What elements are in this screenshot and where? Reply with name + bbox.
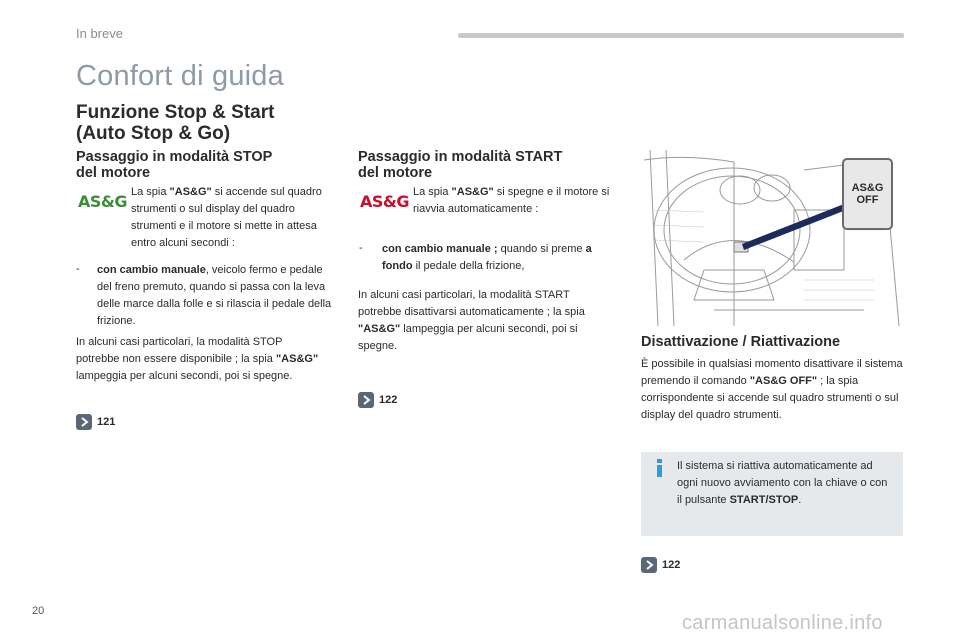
info-icon	[656, 459, 663, 477]
section-label: In breve	[76, 26, 123, 41]
stop-intro-suffix: si accende sul quadro strumenti o sul display del quadro strumenti e il motore si mette in attesa entro alcuni secondi :	[131, 186, 322, 249]
start-intro-text	[413, 184, 613, 218]
stop-note-prefix: In alcuni casi particolari, la modalità STOP potrebbe non essere disponibile ; la spia	[76, 336, 283, 365]
asg-off-label-line2: OFF	[856, 194, 879, 206]
info-suffix: .	[798, 494, 802, 506]
deactivate-page-ref-link[interactable]	[641, 557, 680, 573]
start-heading	[358, 149, 562, 181]
stop-heading-line2: del motore	[76, 165, 151, 181]
start-page-ref: 122	[379, 394, 398, 406]
start-bullet-bold2: a fondo	[382, 243, 592, 272]
stop-bullet-text	[97, 262, 337, 330]
stop-page-ref-link[interactable]	[76, 414, 115, 430]
chevron-right-icon	[641, 557, 657, 573]
start-note-bold: "AS&G"	[358, 323, 401, 335]
deactivate-body-text	[641, 356, 903, 424]
header-rule	[458, 33, 904, 38]
stop-intro-text	[131, 184, 331, 252]
deactivate-heading: Disattivazione / Riattivazione	[641, 334, 841, 350]
stop-bullet-dash: -	[76, 263, 80, 275]
stop-note-text	[76, 334, 326, 385]
stop-note-bold: "AS&G"	[275, 353, 319, 365]
asg-green-logo-icon: AS&G	[78, 192, 127, 211]
stop-page-ref: 121	[97, 416, 116, 428]
start-page-ref-link[interactable]	[358, 392, 397, 408]
main-heading	[76, 102, 274, 144]
page-title: Confort di guida	[76, 60, 284, 92]
page-number: 20	[32, 605, 45, 617]
chevron-right-icon	[76, 414, 92, 430]
info-bold: START/STOP	[729, 494, 799, 506]
asg-off-label-line1: AS&G	[851, 182, 884, 194]
chevron-right-icon	[358, 392, 374, 408]
start-heading-line2: del motore	[358, 165, 433, 181]
main-heading-line1: Funzione Stop & Start	[76, 102, 275, 123]
start-heading-line1: Passaggio in modalità START	[358, 149, 563, 165]
start-intro-prefix: La spia	[413, 186, 452, 198]
asg-red-logo-icon: AS&G	[360, 192, 409, 211]
stop-bullet-bold: con cambio manuale	[97, 264, 206, 276]
deactivate-page-ref: 122	[662, 559, 681, 571]
stop-intro-prefix: La spia	[131, 186, 170, 198]
main-heading-line2: (Auto Stop & Go)	[76, 123, 231, 144]
stop-heading	[76, 149, 272, 181]
start-intro-suffix: si spegne e il motore si riavvia automaticamente :	[413, 186, 610, 215]
info-prefix: Il sistema si riattiva automaticamente ad ogni nuovo avviamento con la chiave o con il pulsante	[677, 460, 888, 506]
stop-bullet-rest: , veicolo fermo e pedale del freno premuto, quando si passa con la leva delle marce dalla folle e si rilascia il pedale della frizione.	[97, 264, 332, 327]
info-text	[677, 458, 892, 509]
deactivate-body-suffix: ; la spia corrispondente si accende sul quadro strumenti o sul display del quadro strumenti.	[641, 375, 899, 421]
deactivate-body-prefix: È possibile in qualsiasi momento disattivare il sistema premendo il comando	[641, 358, 903, 387]
stop-note-suffix: lampeggia per alcuni secondi, poi si spegne.	[76, 370, 293, 382]
start-note-prefix: In alcuni casi particolari, la modalità START potrebbe disattivarsi automaticamente ; la spia	[358, 289, 585, 318]
start-intro-bold: "AS&G"	[451, 186, 494, 198]
asg-off-button-callout	[842, 158, 893, 230]
start-note-text	[358, 287, 610, 355]
start-note-suffix: lampeggia per alcuni secondi, poi si spegne.	[358, 323, 578, 352]
start-bullet-text	[382, 241, 622, 275]
start-bullet-rest: quando si preme	[497, 243, 586, 255]
start-bullet-dash: -	[359, 242, 363, 254]
stop-intro-bold: "AS&G"	[169, 186, 212, 198]
start-bullet-bold: con cambio manuale ;	[382, 243, 498, 255]
watermark: carmanualsonline.info	[682, 612, 883, 634]
stop-heading-line1: Passaggio in modalità STOP	[76, 149, 273, 165]
deactivate-body-bold: "AS&G OFF"	[749, 375, 818, 387]
start-bullet-rest2: il pedale della frizione,	[412, 260, 525, 272]
